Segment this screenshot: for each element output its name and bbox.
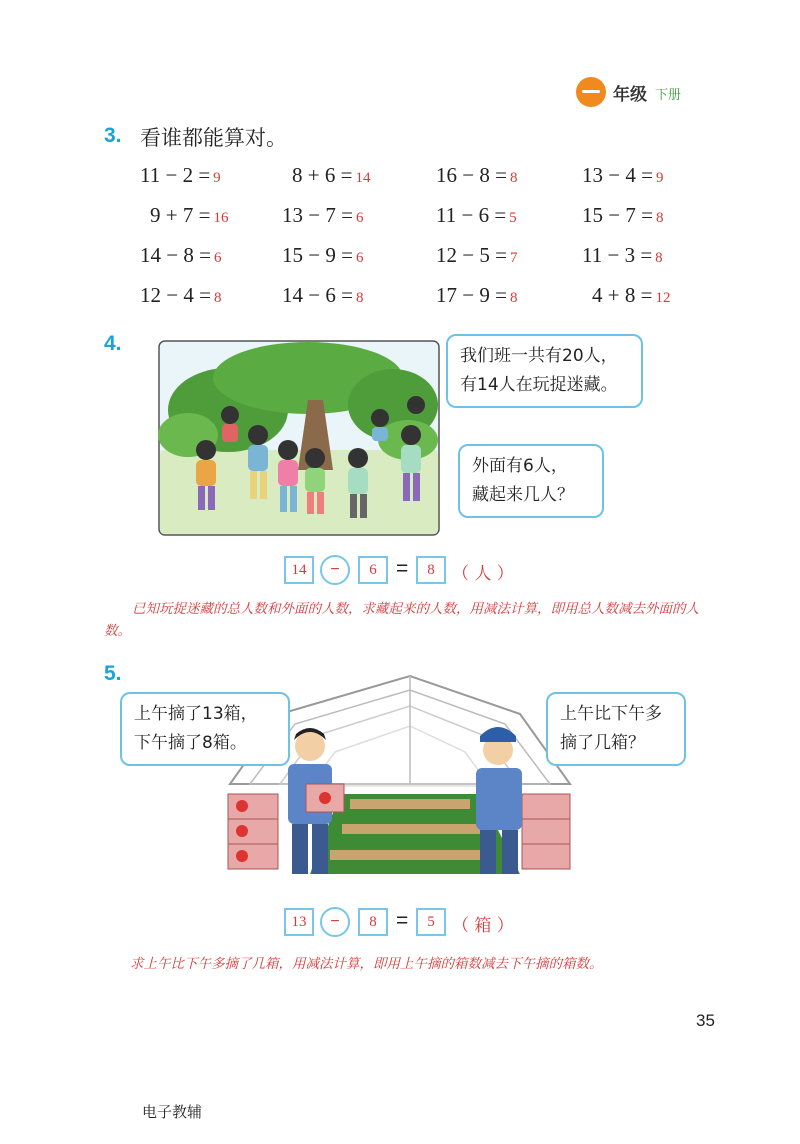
unit-label: （ 箱 ） bbox=[452, 916, 514, 936]
solution-note-5: 求上午比下午多摘了几箱，用减法计算，即用上午摘的箱数减去下午摘的箱数。 bbox=[130, 956, 603, 972]
answer-box-minuend[interactable]: 13 bbox=[284, 908, 314, 936]
equals-sign: = bbox=[396, 557, 409, 580]
bubble-line: 我们班一共有20人， bbox=[460, 346, 618, 366]
speech-bubble-outside bbox=[458, 444, 604, 518]
bubble-line: 上午摘了13箱， bbox=[134, 704, 258, 724]
equation: 14 − 6 = 8 bbox=[282, 283, 364, 307]
question-3-title: 看谁都能算对。 bbox=[140, 126, 287, 150]
footer-label: 电子教辅 bbox=[142, 1103, 203, 1121]
equation: 4 + 8 = 12 bbox=[592, 283, 671, 307]
equation: 14 − 8 = 6 bbox=[140, 243, 222, 267]
question-5-number: 5. bbox=[104, 662, 122, 685]
unit-label: （ 人 ） bbox=[452, 564, 514, 584]
bubble-line: 摘了几箱？ bbox=[560, 733, 645, 753]
grade-label: 年级 bbox=[613, 85, 647, 105]
equation: 17 − 9 = 8 bbox=[436, 283, 518, 307]
equation: 11 − 3 = 8 bbox=[582, 243, 663, 267]
equation: 9 + 7 = 16 bbox=[150, 203, 229, 227]
equation: 12 − 5 = 7 bbox=[436, 243, 518, 267]
hide-and-seek-illustration bbox=[158, 340, 440, 536]
operator-circle[interactable]: − bbox=[320, 907, 350, 937]
equation: 11 − 6 = 5 bbox=[436, 203, 517, 227]
bubble-line: 下午摘了8箱。 bbox=[134, 733, 247, 753]
speech-bubble-difference-question bbox=[546, 692, 686, 766]
solution-note-4: 已知玩捉迷藏的总人数和外面的人数，求藏起来的人数，用减法计算，即用总人数减去外面的人数。 bbox=[104, 601, 699, 639]
equation: 15 − 9 = 6 bbox=[282, 243, 364, 267]
equation: 11 − 2 = 9 bbox=[140, 163, 221, 187]
question-4-number: 4. bbox=[104, 332, 122, 355]
equals-sign: = bbox=[396, 909, 409, 932]
bubble-line: 有14人在玩捉迷藏。 bbox=[460, 375, 618, 395]
answer-box-subtrahend[interactable]: 8 bbox=[358, 908, 388, 936]
question-3-number: 3. bbox=[104, 124, 122, 147]
equation: 16 − 8 = 8 bbox=[436, 163, 518, 187]
bubble-line: 上午比下午多 bbox=[560, 704, 662, 724]
volume-label: 下册 bbox=[655, 88, 682, 103]
equation: 15 − 7 = 8 bbox=[582, 203, 664, 227]
speech-bubble-boxes-picked bbox=[120, 692, 290, 766]
page-number: 35 bbox=[696, 1011, 715, 1030]
speech-bubble-class-size bbox=[446, 334, 643, 408]
bubble-line: 藏起来几人？ bbox=[472, 485, 574, 505]
operator-circle[interactable]: − bbox=[320, 555, 350, 585]
answer-box-result[interactable]: 5 bbox=[416, 908, 446, 936]
equation: 13 − 7 = 6 bbox=[282, 203, 364, 227]
answer-box-minuend[interactable]: 14 bbox=[284, 556, 314, 584]
equation: 13 − 4 = 9 bbox=[582, 163, 664, 187]
equation: 12 − 4 = 8 bbox=[140, 283, 222, 307]
equation: 8 + 6 = 14 bbox=[292, 163, 371, 187]
grade-one-badge bbox=[576, 77, 606, 107]
answer-box-result[interactable]: 8 bbox=[416, 556, 446, 584]
answer-box-subtrahend[interactable]: 6 bbox=[358, 556, 388, 584]
bubble-line: 外面有6人， bbox=[472, 456, 568, 476]
